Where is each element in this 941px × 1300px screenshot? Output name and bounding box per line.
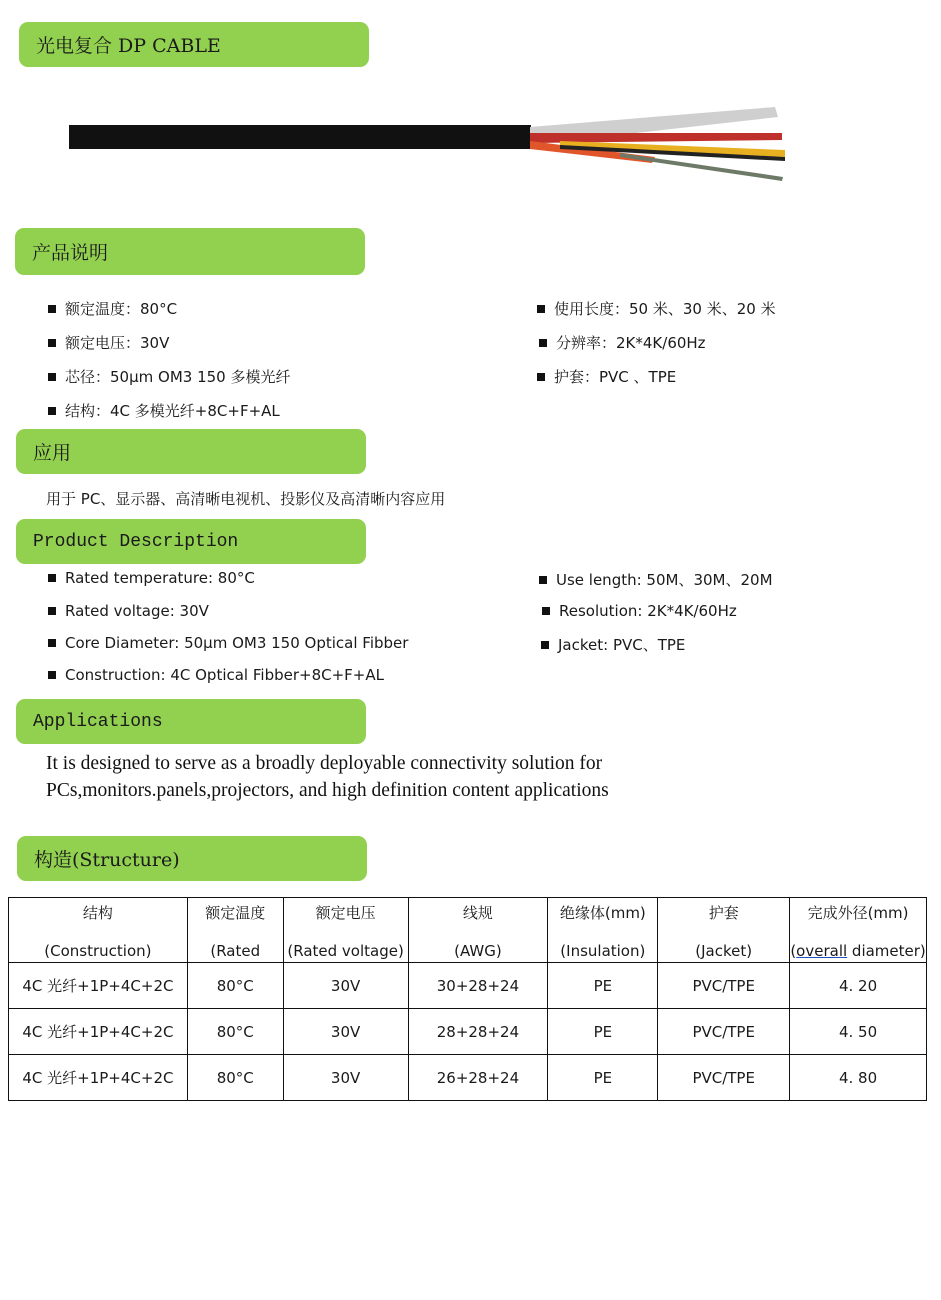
- bullet-square-icon: [48, 639, 56, 647]
- column-header: 额定电压 (Rated voltage): [283, 898, 408, 963]
- en-application-text: It is designed to serve as a broadly deployable connectivity solution for PCs,monitors.panels,projectors, and high definition content applications: [46, 753, 609, 801]
- structure-table: [8, 897, 927, 1101]
- column-header: 绝缘体(mm) (Insulation): [548, 898, 658, 963]
- bullet-square-icon: [537, 305, 545, 313]
- bullet-square-icon: [539, 576, 547, 584]
- table-header-row: [9, 898, 927, 963]
- table-row: 4C 光纤+1P+4C+2C 80°C 30V 26+28+24 PE PVC/TPE 4. 80: [9, 1055, 927, 1101]
- cn-spec-item: 芯径：50μm OM3 150 多模光纤: [48, 366, 290, 387]
- cn-application-heading: 应用: [33, 442, 72, 464]
- cn-description-header: [15, 228, 365, 275]
- en-spec-item: Rated voltage: 30V: [48, 602, 209, 620]
- cn-spec-item: 分辨率：2K*4K/60Hz: [539, 332, 706, 353]
- en-description-header: [16, 519, 366, 564]
- bullet-square-icon: [48, 671, 56, 679]
- column-header: 额定温度 (Rated: [187, 898, 283, 963]
- cn-spec-item: 使用长度：50 米、30 米、20 米: [537, 298, 776, 319]
- cable-product-image: [60, 95, 860, 195]
- bullet-square-icon: [48, 373, 56, 381]
- en-spec-item: Construction: 4C Optical Fibber+8C+F+AL: [48, 666, 384, 684]
- bullet-square-icon: [48, 607, 56, 615]
- en-application-header: [16, 699, 366, 744]
- cn-spec-item: 护套：PVC 、TPE: [537, 366, 676, 387]
- cn-spec-item: 额定温度：80°C: [48, 298, 177, 319]
- en-spec-item: Core Diameter: 50μm OM3 150 Optical Fibber: [48, 634, 408, 652]
- cn-description-heading: 产品说明: [32, 242, 109, 264]
- cn-application-text: 用于 PC、显示器、高清晰电视机、投影仪及高清晰内容应用: [46, 490, 446, 508]
- cn-spec-item: 结构：4C 多模光纤+8C+F+AL: [48, 400, 280, 421]
- structure-header: [17, 836, 367, 881]
- en-description-heading: Product Description: [33, 531, 239, 552]
- bullet-square-icon: [48, 574, 56, 582]
- en-spec-item: Use length: 50M、30M、20M: [539, 569, 773, 590]
- cn-spec-item: 额定电压：30V: [48, 332, 169, 353]
- bullet-square-icon: [537, 373, 545, 381]
- title-banner: [19, 22, 369, 67]
- bullet-square-icon: [48, 339, 56, 347]
- column-header: 结构 (Construction): [9, 898, 188, 963]
- en-application-heading: Applications: [33, 711, 163, 732]
- column-header: 线规 (AWG): [408, 898, 548, 963]
- bullet-square-icon: [539, 339, 547, 347]
- cn-application-header: [16, 429, 366, 474]
- en-spec-item: Jacket: PVC、TPE: [541, 634, 685, 655]
- bullet-square-icon: [542, 607, 550, 615]
- structure-heading: 构造(Structure): [34, 849, 180, 871]
- bullet-square-icon: [48, 407, 56, 415]
- column-header: 完成外径(mm) (overall diameter): [790, 898, 927, 963]
- title-text: 光电复合 DP CABLE: [36, 35, 221, 57]
- en-spec-item: Resolution: 2K*4K/60Hz: [542, 602, 737, 620]
- bullet-square-icon: [541, 641, 549, 649]
- en-spec-item: Rated temperature: 80°C: [48, 569, 255, 587]
- table-row: 4C 光纤+1P+4C+2C 80°C 30V 30+28+24 PE PVC/TPE 4. 20: [9, 963, 927, 1009]
- column-header: 护套 (Jacket): [658, 898, 790, 963]
- table-row: 4C 光纤+1P+4C+2C 80°C 30V 28+28+24 PE PVC/TPE 4. 50: [9, 1009, 927, 1055]
- bullet-square-icon: [48, 305, 56, 313]
